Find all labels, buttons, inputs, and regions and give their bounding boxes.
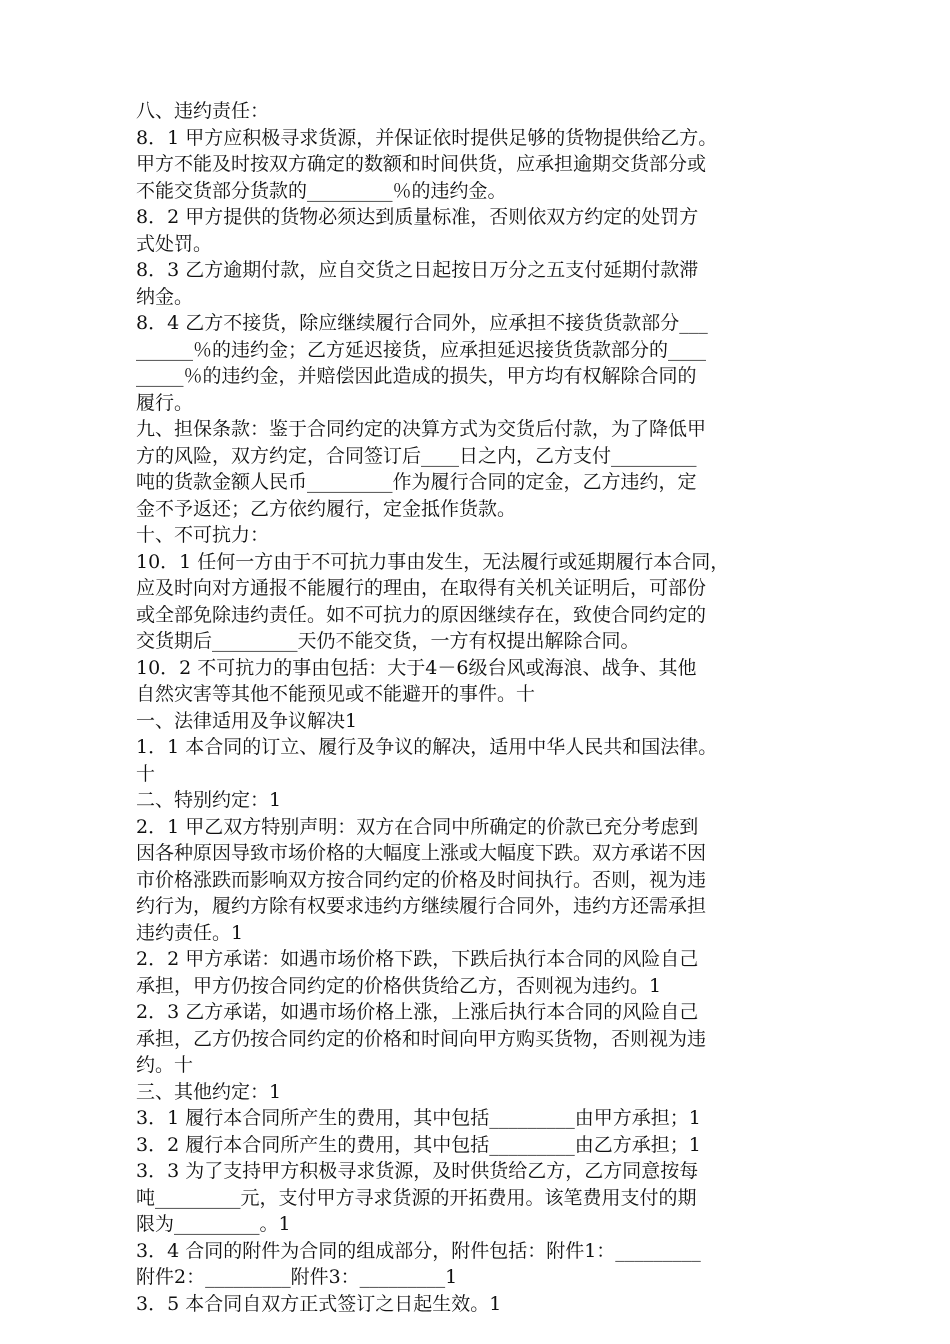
text-line: 方的风险，双方约定，合同签订后____日之内，乙方支付_________ xyxy=(136,444,697,467)
text-line: 因各种原因导致市场价格的大幅度上涨或大幅度下跌。双方承诺不因 xyxy=(136,842,707,864)
text-line: 约行为，履约方除有权要求违约方继续履行合同外，违约方还需承担 xyxy=(136,895,707,917)
text-line: 三、其他约定：1 xyxy=(136,1080,282,1103)
text-line: 2．3 乙方承诺，如遇市场价格上涨，上涨后执行本合同的风险自己 xyxy=(136,1001,699,1023)
text-line: 10．2 不可抗力的事由包括：大于4－6级台风或海浪、战争、其他 xyxy=(136,656,697,679)
text-line: 式处罚。 xyxy=(136,232,213,255)
text-line: 8．3 乙方逾期付款，应自交货之日起按日万分之五支付延期付款滞 xyxy=(136,259,699,281)
text-line: 履行。 xyxy=(136,391,194,414)
text-line: 8．4 乙方不接货，除应继续履行合同外，应承担不接货货款部分___ xyxy=(136,312,708,334)
text-line: 自然灾害等其他不能预见或不能避开的事件。十 xyxy=(136,683,536,705)
text-line: 交货期后_________天仍不能交货，一方有权提出解除合同。 xyxy=(136,630,640,652)
text-line: 十 xyxy=(136,762,156,785)
text-line: 二、特别约定：1 xyxy=(136,789,282,811)
text-line: 应及时向对方通报不能履行的理由，在取得有关机关证明后，可部份 xyxy=(136,577,707,599)
text-line: ______％的违约金；乙方延迟接货，应承担延迟接货货款部分的____ xyxy=(136,338,707,361)
text-line: 或全部免除违约责任。如不可抗力的原因继续存在，致使合同约定的 xyxy=(136,603,707,626)
text-line: 3．4 合同的附件为合同的组成部分，附件包括：附件1：_________ xyxy=(136,1239,701,1262)
text-line: 3．5 本合同自双方正式签订之日起生效。1 xyxy=(136,1292,502,1315)
text-line: 不能交货部分货款的_________％的违约金。 xyxy=(136,179,507,202)
text-line: 承担，甲方仍按合同约定的价格供货给乙方，否则视为违约。1 xyxy=(136,974,662,997)
text-line: 九、担保条款：鉴于合同约定的决算方式为交货后付款，为了降低甲 xyxy=(136,418,707,440)
text-line: _____％的违约金，并赔偿因此造成的损失，甲方均有权解除合同的 xyxy=(136,365,697,387)
text-line: 2．1 甲乙双方特别声明：双方在合同中所确定的价款已充分考虑到 xyxy=(136,815,699,838)
text-line: 10．1 任何一方由于不可抗力事由发生，无法履行或延期履行本合同， xyxy=(136,550,730,573)
text-line: 吨_________元，支付甲方寻求货源的开拓费用。该笔费用支付的期 xyxy=(136,1186,697,1209)
text-line: 承担，乙方仍按合同约定的价格和时间向甲方购买货物，否则视为违 xyxy=(136,1027,707,1050)
text-line: 1．1 本合同的订立、履行及争议的解决，适用中华人民共和国法律。 xyxy=(136,736,718,758)
text-line: 十、不可抗力： xyxy=(136,524,270,546)
text-line: 吨的货款金额人民币_________作为履行合同的定金，乙方违约，定 xyxy=(136,471,697,493)
text-line: 3．2 履行本合同所产生的费用，其中包括_________由乙方承担；1 xyxy=(136,1133,701,1156)
text-line: 附件2：_________附件3：_________1 xyxy=(136,1266,458,1288)
text-line: 八、违约责任： xyxy=(136,100,270,122)
text-line: 纳金。 xyxy=(136,285,194,308)
text-line: 限为_________。1 xyxy=(136,1213,291,1235)
text-line: 8．1 甲方应积极寻求货源，并保证依时提供足够的货物提供给乙方。 xyxy=(136,126,718,149)
text-line: 8．2 甲方提供的货物必须达到质量标准，否则依双方约定的处罚方 xyxy=(136,206,699,228)
text-line: 一、法律适用及争议解决1 xyxy=(136,709,358,732)
text-line: 金不予返还；乙方依约履行，定金抵作货款。 xyxy=(136,497,517,520)
document-body xyxy=(136,98,816,1317)
text-line: 3．3 为了支持甲方积极寻求货源，及时供货给乙方，乙方同意按每 xyxy=(136,1160,699,1182)
text-line: 市价格涨跌而影响双方按合同约定的价格及时间执行。否则，视为违 xyxy=(136,868,707,891)
text-line: 约。十 xyxy=(136,1054,194,1076)
text-line: 3．1 履行本合同所产生的费用，其中包括_________由甲方承担；1 xyxy=(136,1107,701,1129)
text-line: 违约责任。1 xyxy=(136,921,244,944)
text-line: 2．2 甲方承诺：如遇市场价格下跌，下跌后执行本合同的风险自己 xyxy=(136,948,699,970)
text-line: 甲方不能及时按双方确定的数额和时间供货，应承担逾期交货部分或 xyxy=(136,153,707,175)
